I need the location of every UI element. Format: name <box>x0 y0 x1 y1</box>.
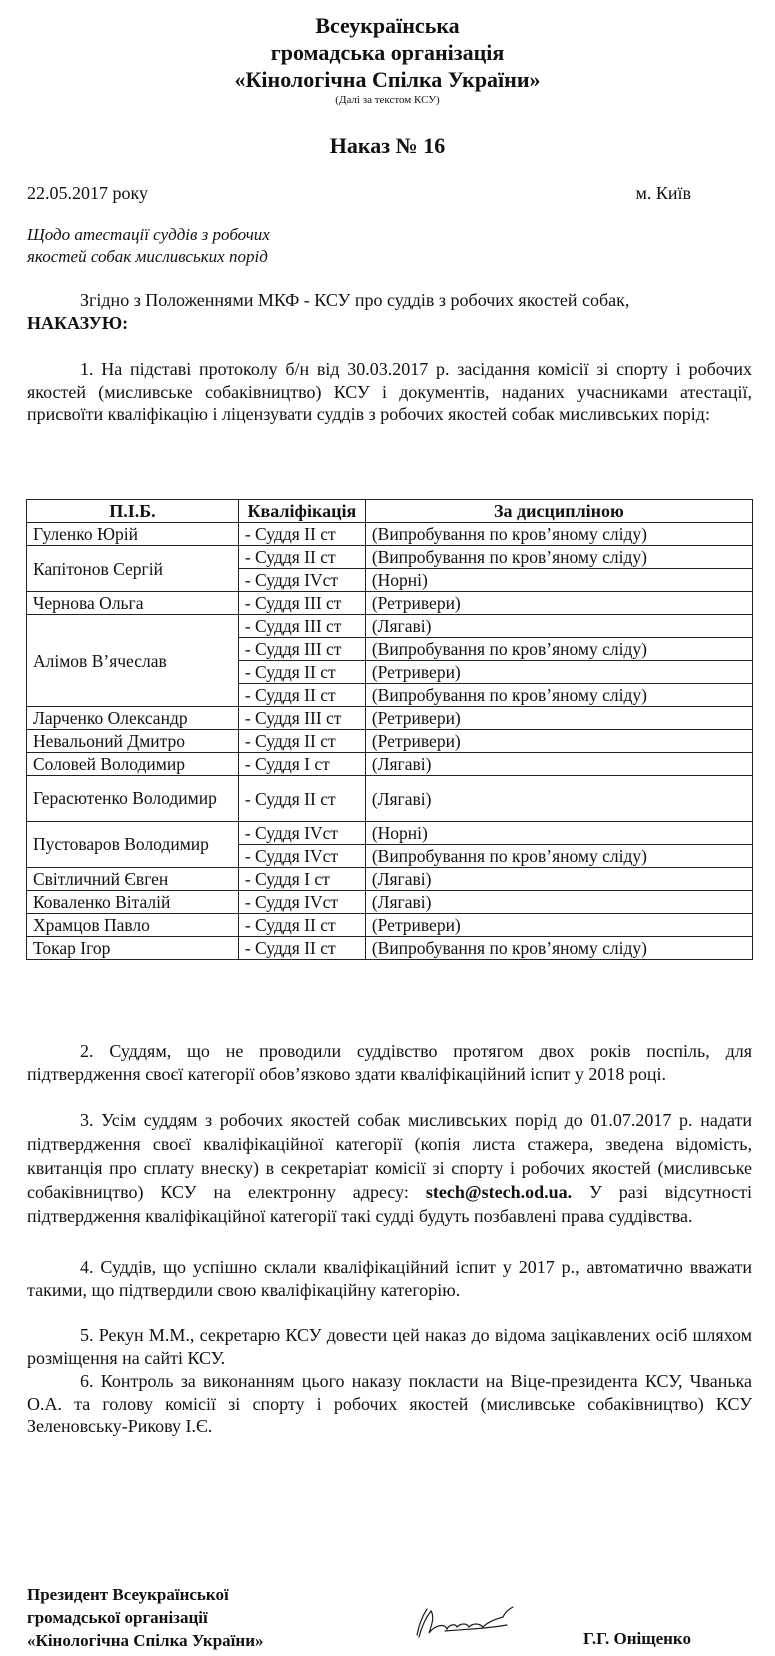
qualification: - Суддя III ст <box>238 592 365 615</box>
item-1-paragraph <box>27 358 752 426</box>
table-row <box>27 615 753 638</box>
judge-name: Гуленко Юрій <box>27 523 239 546</box>
table-row <box>27 914 753 937</box>
qualification: - Суддя III ст <box>238 638 365 661</box>
signatory-position <box>27 1583 264 1652</box>
order-title: Наказ № 16 <box>329 133 446 158</box>
discipline: (Випробування по кров’яному сліду) <box>365 937 752 960</box>
item-2-paragraph <box>27 1040 752 1085</box>
item-3-text-b: У разі відсутності підтвердження кваліфікаційної категорії такі судді будуть позбавлені права суддівства. <box>27 1182 753 1226</box>
qualification: - Суддя I ст <box>238 753 365 776</box>
qualification: - Суддя III ст <box>238 707 365 730</box>
org-name-line-2: громадська організація <box>270 40 505 65</box>
order-date: 22.05.2017 року <box>27 183 148 203</box>
table-row <box>27 730 753 753</box>
judge-name: Чернова Ольга <box>27 592 239 615</box>
discipline: (Випробування по кров’яному сліду) <box>365 684 752 707</box>
table-row <box>27 891 753 914</box>
order-command: НАКАЗУЮ: <box>27 312 129 333</box>
discipline: (Лягаві) <box>365 615 752 638</box>
discipline: (Лягаві) <box>365 776 752 822</box>
order-city: м. Київ <box>635 183 691 203</box>
subject-line-2: якостей собак мисливських порід <box>27 247 268 266</box>
discipline: (Лягаві) <box>365 868 752 891</box>
judge-name: Коваленко Віталій <box>27 891 239 914</box>
qualification: - Суддя IVст <box>238 569 365 592</box>
item-3-paragraph <box>27 1108 752 1228</box>
qualification: - Суддя II ст <box>238 684 365 707</box>
position-line-3: «Кінологічна Спілка України» <box>27 1631 264 1650</box>
table-row <box>27 523 753 546</box>
item-5-paragraph <box>27 1324 752 1369</box>
header-qualification: Кваліфікація <box>238 500 365 523</box>
judge-name: Токар Ігор <box>27 937 239 960</box>
header-discipline: За дисципліною <box>365 500 752 523</box>
item-4-text: 4. Суддів, що успішно склали кваліфікаційний іспит у 2017 р., автоматично вважати такими, що підтвердили свою кваліфікаційну категорію. <box>27 1257 752 1300</box>
discipline: (Норні) <box>365 822 752 845</box>
item-3-text-a: 3. Усім суддям з робочих якостей собак мисливських порід до 01.07.2017 р. надати підтвердження своєї кваліфікаційної категорії (копія листа стажера, зведена відомість, квитанція про сплату внеску) в секретаріат комісії зі спорту і робочих якостей (мисливське собаківництво) КСУ на електронну адресу: <box>27 1110 752 1202</box>
item-4-paragraph <box>27 1256 752 1301</box>
discipline: (Ретривери) <box>365 707 752 730</box>
table-row <box>27 753 753 776</box>
qualification: - Суддя IVст <box>238 822 365 845</box>
handwritten-signature-icon <box>405 1605 525 1645</box>
item-6-text: 6. Контроль за виконанням цього наказу покласти на Віце-президента КСУ, Чванька О.А. та голову комісії зі спорту і робочих якостей (мисливське собаківництво) КСУ Зеленовську-Рикову І.Є. <box>27 1371 752 1436</box>
position-line-1: Президент Всеукраїнської <box>27 1585 229 1604</box>
subject-line-1: Щодо атестації суддів з робочих <box>27 225 270 244</box>
discipline: (Випробування по кров’яному сліду) <box>365 546 752 569</box>
table-header-row <box>27 500 753 523</box>
judges-table <box>26 499 753 960</box>
discipline: (Випробування по кров’яному сліду) <box>365 638 752 661</box>
organization-header <box>0 12 775 107</box>
item-5-text: 5. Рекун М.М., секретарю КСУ довести цей наказ до відома зацікавлених осіб шляхом розміщення на сайті КСУ. <box>27 1325 752 1368</box>
table-row <box>27 546 753 569</box>
discipline: (Випробування по кров’яному сліду) <box>365 523 752 546</box>
judge-name: Храмцов Павло <box>27 914 239 937</box>
qualification: - Суддя I ст <box>238 868 365 891</box>
intro-paragraph <box>27 289 752 334</box>
qualification: - Суддя II ст <box>238 661 365 684</box>
judge-name: Алімов В’ячеслав <box>27 615 239 707</box>
judge-name: Ларченко Олександр <box>27 707 239 730</box>
contact-email: stech@stech.od.ua. <box>425 1182 573 1202</box>
qualification: - Суддя II ст <box>238 937 365 960</box>
judge-name: Герасютенко Володимир <box>27 776 239 822</box>
judge-name: Соловей Володимир <box>27 753 239 776</box>
discipline: (Випробування по кров’яному сліду) <box>365 845 752 868</box>
item-1-text: 1. На підставі протоколу б/н від 30.03.2017 р. засідання комісії зі спорту і робочих якостей (мисливське собаківництво) КСУ і документів, наданих учасниками атестації, присвоїти кваліфікацію і ліцензувати суддів з робочих якостей собак мисливських порід: <box>27 359 752 424</box>
item-2-text: 2. Суддям, що не проводили суддівство протягом двох років поспіль, для підтвердження своєї категорії обов’язково здати кваліфікаційний іспит у 2018 році. <box>27 1041 752 1084</box>
table-row <box>27 707 753 730</box>
qualification: - Суддя II ст <box>238 523 365 546</box>
position-line-2: громадської організації <box>27 1608 208 1627</box>
org-name-line-3: «Кінологічна Спілка України» <box>234 67 541 92</box>
qualification: - Суддя II ст <box>238 730 365 753</box>
qualification: - Суддя IVст <box>238 845 365 868</box>
org-abbreviation-note: (Далі за текстом КСУ) <box>335 94 440 106</box>
discipline: (Ретривери) <box>365 661 752 684</box>
table-row <box>27 776 753 822</box>
signer-name: Г.Г. Оніщенко <box>582 1629 691 1648</box>
qualification: - Суддя II ст <box>238 776 365 822</box>
item-6-paragraph <box>27 1370 752 1438</box>
judge-name: Світличний Євген <box>27 868 239 891</box>
table-row <box>27 592 753 615</box>
table-row <box>27 822 753 845</box>
qualification: - Суддя IVст <box>238 891 365 914</box>
judge-name: Невальоний Дмитро <box>27 730 239 753</box>
qualification: - Суддя II ст <box>238 546 365 569</box>
judge-name: Капітонов Сергій <box>27 546 239 592</box>
order-subject <box>27 224 270 268</box>
discipline: (Ретривери) <box>365 592 752 615</box>
table-row <box>27 868 753 891</box>
qualification: - Суддя II ст <box>238 914 365 937</box>
judge-name: Пустоваров Володимир <box>27 822 239 868</box>
table-row <box>27 937 753 960</box>
org-name-line-1: Всеукраїнська <box>315 13 460 38</box>
header-name: П.І.Б. <box>27 500 239 523</box>
discipline: (Лягаві) <box>365 753 752 776</box>
discipline: (Ретривери) <box>365 730 752 753</box>
intro-text: Згідно з Положеннями МКФ - КСУ про суддів з робочих якостей собак, <box>80 290 630 310</box>
qualification: - Суддя III ст <box>238 615 365 638</box>
discipline: (Лягаві) <box>365 891 752 914</box>
discipline: (Ретривери) <box>365 914 752 937</box>
discipline: (Норні) <box>365 569 752 592</box>
